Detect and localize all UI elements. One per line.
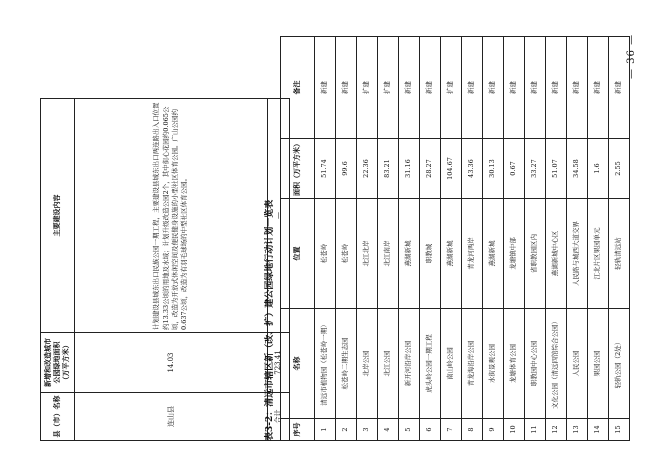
row-remark: 新建 [399,37,420,139]
row-remark: 新建 [420,37,441,139]
header-no: 序号 [281,419,315,441]
row-no: 15 [609,419,630,441]
district-park-table [280,36,630,441]
county-cell: 连山县 [75,393,268,441]
row-name: 松苍岭二期生态园 [336,309,357,419]
row-loc: 轻轨清远站 [609,199,630,309]
header-name: 名称 [281,309,315,419]
row-remark: 新建 [336,37,357,139]
row-loc: 江北片区果园单元 [588,199,609,309]
row-area: 2.55 [609,139,630,199]
table-row [609,37,630,441]
row-no: 14 [588,419,609,441]
row-no: 6 [420,419,441,441]
table-row [588,37,609,441]
row-no: 9 [483,419,504,441]
row-area: 28.27 [420,139,441,199]
row-loc: 人民路与城西大道交界 [567,199,588,309]
row-loc: 龙塘镇中部 [504,199,525,309]
content-cell: 计划建设县城东出口民族公园一期工程，主要建设县城东出口两连路出入口位置约13.33公顷的用地及水域；计划升级改造公园2个，其中街心花园约0.065公顷，改造为开放式休闲空间及便民健身设施的小型社区体育公园。广山公园约0.637公顷，改造为有羽毛球场的中型社区体育公园。 [75,99,268,333]
row-loc: 燕湖新城 [483,199,504,309]
table-row [504,37,525,441]
row-loc: 松苍岭 [336,199,357,309]
table-row [336,37,357,441]
row-loc: 燕湖新城 [399,199,420,309]
row-name: 果园公园 [588,309,609,419]
row-name: 水街景观公园 [483,309,504,419]
table-row [546,37,567,441]
row-area: 33.27 [525,139,546,199]
header-area: 新增和改造城市公园绿地面积（万平方米） [41,333,75,393]
row-no: 1 [315,419,336,441]
row-remark: 新建 [462,37,483,139]
table-row [441,37,462,441]
row-name: 轻轨公园（2处） [609,309,630,419]
header-content: 主要建设内容 [41,99,75,333]
table-row [399,37,420,441]
total-area: 723.41 [268,333,290,393]
total-content: — [268,99,290,333]
table-row [462,37,483,441]
table-row [315,37,336,441]
row-remark: 扩建 [378,37,399,139]
row-area: 30.13 [483,139,504,199]
row-remark: 新建 [609,37,630,139]
row-name: 新开河沿岸公园 [399,309,420,419]
table-row [378,37,399,441]
row-name: 北岸公园 [357,309,378,419]
row-area: 83.21 [378,139,399,199]
table-row [525,37,546,441]
row-area: 51.07 [546,139,567,199]
table-row [483,37,504,441]
row-no: 5 [399,419,420,441]
table2-caption: 表3-2：清远市辖区新（改、扩）建公园绿地行动计划一览表 [265,199,275,441]
row-remark: 新建 [525,37,546,139]
header-loc: 位置 [281,199,315,309]
row-no: 7 [441,419,462,441]
row-no: 4 [378,419,399,441]
row-loc: 青龙河两岸 [462,199,483,309]
page-number: — 36 — [626,33,637,79]
row-name: 人民公园 [567,309,588,419]
row-loc: 省职教园区内 [525,199,546,309]
table-row [420,37,441,441]
row-loc: 燕湖新城 [441,199,462,309]
row-area: 1.6 [588,139,609,199]
row-no: 3 [357,419,378,441]
row-area: 99.6 [336,139,357,199]
row-remark: 新建 [483,37,504,139]
row-loc: 燕湖新城中心区 [546,199,567,309]
row-name: 虎头岭公园一期工程 [420,309,441,419]
row-remark: 新建 [546,37,567,139]
row-name: 职教园中心公园 [525,309,546,419]
row-no: 12 [546,419,567,441]
row-loc: 松苍岭 [315,199,336,309]
row-loc: 职教城 [420,199,441,309]
row-name: 北江公园 [378,309,399,419]
row-loc: 北江北岸 [357,199,378,309]
row-area: 34.58 [567,139,588,199]
table-row [357,37,378,441]
row-area: 31.16 [399,139,420,199]
row-name: 龙塘体育公园 [504,309,525,419]
row-area: 51.74 [315,139,336,199]
row-loc: 北江南岸 [378,199,399,309]
row-remark: 新建 [504,37,525,139]
row-remark: 新建 [567,37,588,139]
row-remark: 新建 [588,37,609,139]
county-park-table [40,98,290,441]
row-no: 11 [525,419,546,441]
header-area: 面积（万平方米） [281,139,315,199]
row-no: 2 [336,419,357,441]
row-name: 南山岭公园 [441,309,462,419]
row-name: 文化公园（清远四馆综合公园） [546,309,567,419]
row-area: 0.67 [504,139,525,199]
header-remark: 备注 [281,37,315,139]
row-remark: 扩建 [357,37,378,139]
row-area: 104.67 [441,139,462,199]
row-area: 22.36 [357,139,378,199]
row-no: 13 [567,419,588,441]
row-area: 43.36 [462,139,483,199]
row-name: 清远市植物园（松苍岭一期） [315,309,336,419]
total-label: 合计 [268,393,290,441]
row-name: 青龙海沿岸公园 [462,309,483,419]
row-no: 10 [504,419,525,441]
row-no: 8 [462,419,483,441]
header-county: 县（市）名称 [41,393,75,441]
row-remark: 新建 [315,37,336,139]
table-row [567,37,588,441]
row-remark: 扩建 [441,37,462,139]
area-cell: 14.03 [75,333,268,393]
